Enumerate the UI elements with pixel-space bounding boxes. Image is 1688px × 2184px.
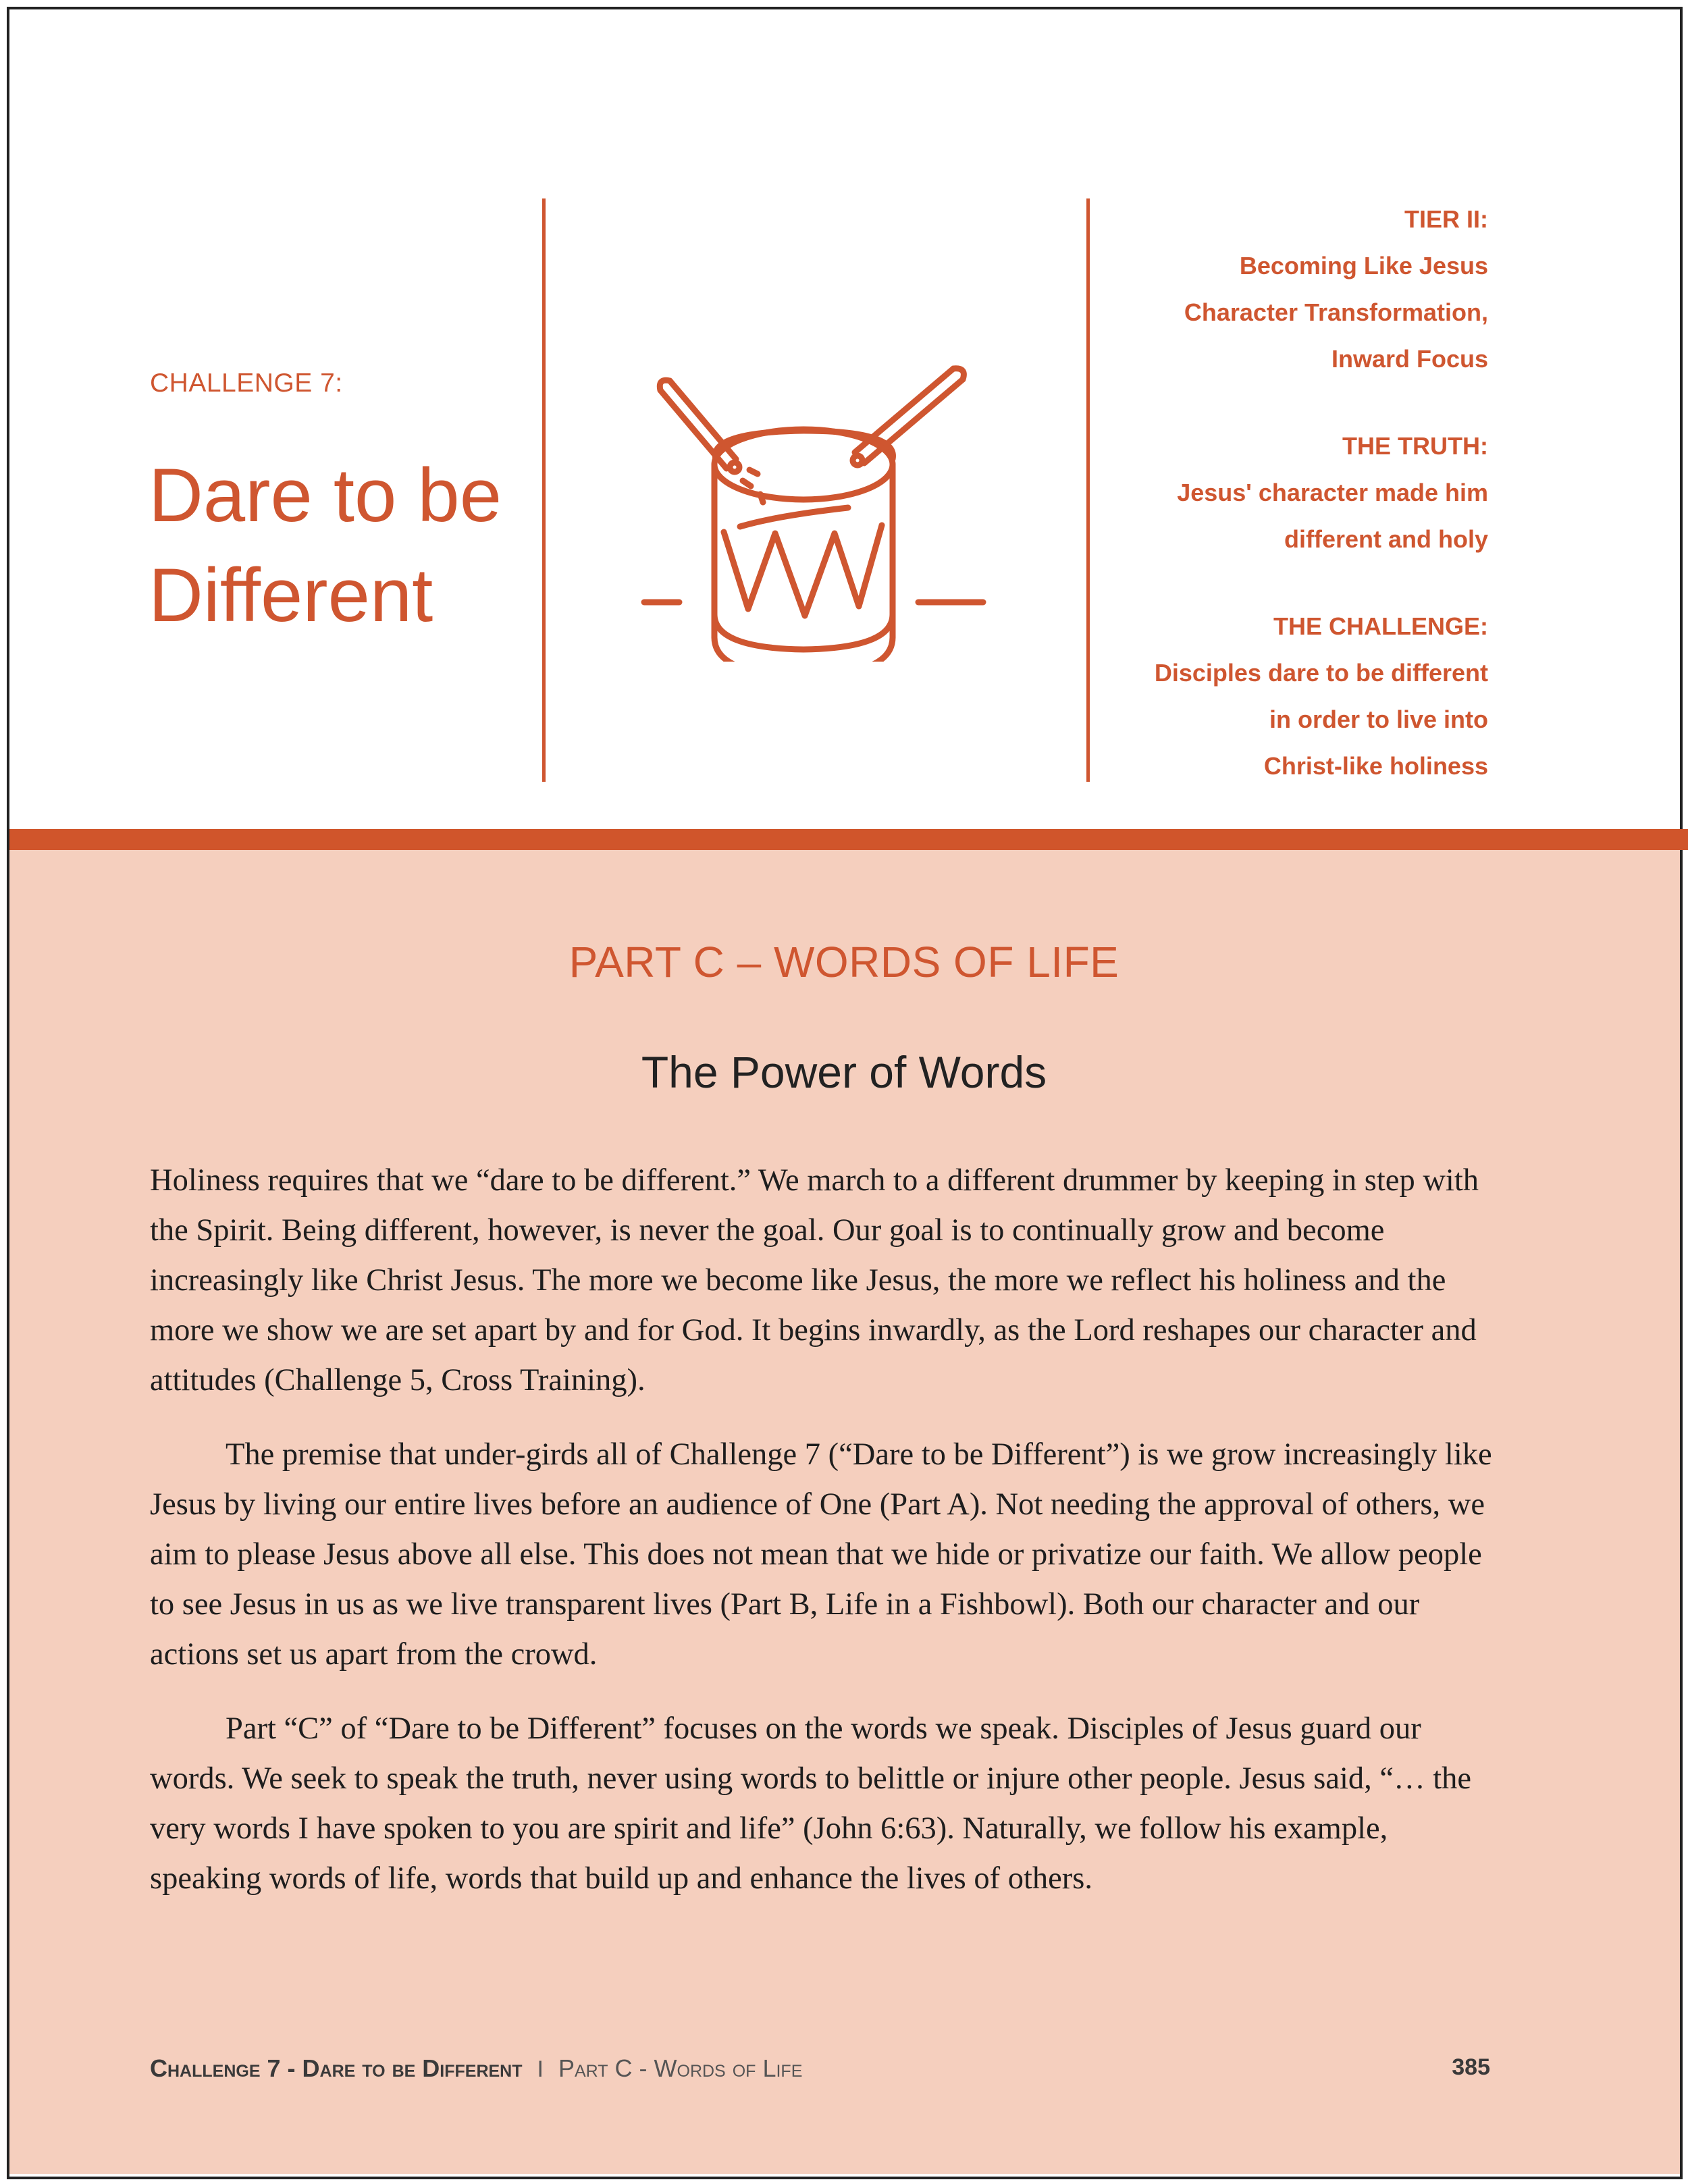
truth-line: different and holy bbox=[1284, 525, 1488, 553]
tier-line: Becoming Like Jesus bbox=[1239, 252, 1488, 279]
footer-running-head bbox=[150, 2054, 802, 2083]
challenge-line: in order to live into bbox=[1269, 705, 1488, 733]
challenge-heading: THE CHALLENGE: bbox=[1273, 612, 1488, 640]
challenge-label: CHALLENGE 7: bbox=[150, 369, 343, 398]
truth-heading: THE TRUTH: bbox=[1342, 432, 1488, 460]
tier-line: Inward Focus bbox=[1331, 345, 1488, 373]
drum-icon bbox=[635, 351, 993, 662]
challenge-title-line2: Different bbox=[149, 553, 433, 637]
truth-line: Jesus' character made him bbox=[1177, 479, 1488, 506]
challenge-title bbox=[149, 446, 567, 645]
section-subtitle: The Power of Words bbox=[641, 1047, 1047, 1097]
tier-block bbox=[948, 196, 1488, 382]
accent-band bbox=[9, 829, 1688, 850]
paragraph: Part “C” of “Dare to be Different” focuses on the words we speak. Disciples of Jesus guard our words. We seek to speak the truth, never using words to belittle or injure other people. Jesus said, “… the very words I have spoken to you are spirit and life” (John 6:63). Naturally, we follow his example, speaking words of life, words that build up and enhance the lives of others. bbox=[150, 1711, 1471, 1896]
challenge-line: Christ-like holiness bbox=[1263, 752, 1488, 780]
footer-chapter: Challenge 7 - Dare to be Different bbox=[150, 2054, 523, 2082]
challenge-block bbox=[948, 603, 1488, 789]
footer-separator: I bbox=[537, 2056, 544, 2082]
challenge-line: Disciples dare to be different bbox=[1154, 659, 1488, 687]
paragraph: The premise that under-girds all of Challenge 7 (“Dare to be Different”) is we grow increasingly like Jesus by living our entire lives before an audience of One (Part A). Not needing the approval of others, we aim to please Jesus above all else. This does not mean that we hide or privatize our faith. We allow people to see Jesus in us as we live transparent lives (Part B, Life in a Fishbowl). Both our character and our actions set us apart from the crowd. bbox=[150, 1437, 1492, 1672]
page-number: 385 bbox=[1452, 2054, 1490, 2080]
tier-line: Character Transformation, bbox=[1184, 298, 1488, 326]
footer-part: Part C - Words of Life bbox=[558, 2054, 803, 2082]
truth-block bbox=[948, 423, 1488, 562]
paragraph: Holiness requires that we “dare to be different.” We march to a different drummer by keeping in step with the Spirit. Being different, however, is never the goal. Our goal is to continually grow and become increasingly like Christ Jesus. The more we become like Jesus, the more we reflect his holiness and the more we show we are set apart by and for God. It begins inwardly, as the Lord reshapes our character and attitudes (Challenge 5, Cross Training). bbox=[150, 1163, 1479, 1397]
challenge-info bbox=[948, 196, 1488, 830]
divider-left bbox=[542, 198, 546, 782]
tier-heading: TIER II: bbox=[1404, 205, 1488, 233]
body-text bbox=[150, 1156, 1500, 1928]
part-title: PART C – WORDS OF LIFE bbox=[569, 938, 1119, 986]
challenge-title-line1: Dare to be bbox=[149, 453, 502, 537]
